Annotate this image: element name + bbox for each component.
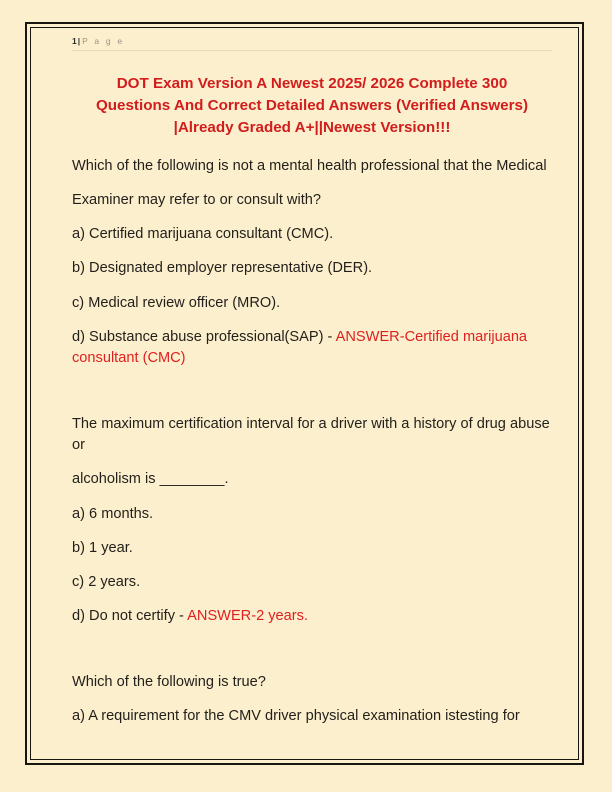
text-line <box>72 156 552 177</box>
answer-text: ANSWER-2 years. <box>187 608 308 625</box>
text-line <box>72 414 552 457</box>
text-run: Examiner may refer to or consult with? <box>72 191 321 208</box>
page-border-frame <box>25 22 584 765</box>
text-line <box>72 606 552 627</box>
text-line <box>72 293 552 314</box>
text-line <box>72 672 552 693</box>
text-run: Which of the following is not a mental health professional that the Medical <box>72 157 547 174</box>
answer-text: ANSWER-Certified marijuana consultant (CMC) <box>72 329 528 367</box>
text-line <box>72 538 552 559</box>
question-block <box>72 672 552 728</box>
text-run: The maximum certification interval for a driver with a history of drug abuse or <box>72 415 550 453</box>
question-block <box>72 414 552 628</box>
text-line <box>72 504 552 525</box>
page-content <box>72 36 552 727</box>
text-run: d) Substance abuse professional(SAP) - <box>72 329 336 346</box>
text-run: a) Certified marijuana consultant (CMC). <box>72 226 334 243</box>
text-line <box>72 258 552 279</box>
page-label: P a g e <box>82 36 125 46</box>
text-line <box>72 190 552 211</box>
text-run: b) Designated employer representative (DER). <box>72 260 373 277</box>
document-title: DOT Exam Version A Newest 2025/ 2026 Complete 300 Questions And Correct Detailed Answers (Verified Answers) |Already Graded A+||Newest Version!!! <box>95 75 529 137</box>
question-block <box>72 156 552 370</box>
text-run: Which of the following is true? <box>72 673 266 690</box>
text-run: b) 1 year. <box>72 539 133 556</box>
text-line <box>72 469 552 490</box>
text-run: d) Do not certify - <box>72 608 188 625</box>
text-line <box>72 572 552 593</box>
text-line <box>72 224 552 245</box>
text-run: c) Medical review officer (MRO). <box>72 294 281 311</box>
header-separator: | <box>77 36 81 46</box>
text-line <box>72 327 552 370</box>
page-number: 1 <box>72 36 77 46</box>
text-run: alcoholism is ________. <box>72 471 229 488</box>
text-run: a) 6 months. <box>72 505 154 522</box>
text-run: c) 2 years. <box>72 574 141 591</box>
question-blocks <box>72 156 552 728</box>
text-line <box>72 706 552 727</box>
running-header <box>72 36 552 51</box>
text-run: a) A requirement for the CMV driver physical examination istesting for <box>72 708 520 725</box>
